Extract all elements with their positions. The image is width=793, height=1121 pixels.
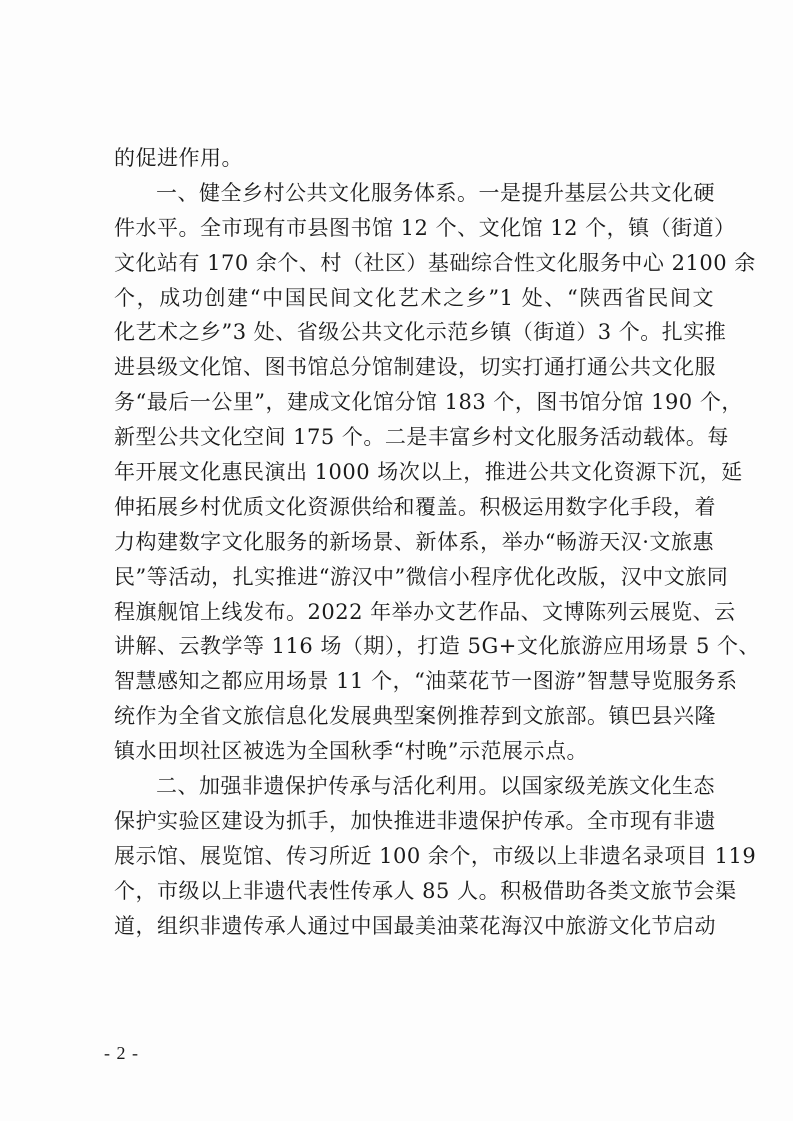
section-heading-line [114, 176, 714, 211]
text-line [114, 420, 729, 455]
line-text: 道，组织非遗传承人通过中国最美油菜花海汉中旅游文化节启动 [114, 913, 716, 938]
text-line [114, 909, 714, 944]
text-line [114, 629, 761, 664]
line-text: 务“最后一公里”，建成文化馆分馆 183 个，图书馆分馆 190 个， [114, 390, 743, 415]
section-heading-line [114, 769, 714, 804]
text-line [114, 734, 714, 769]
text-line [114, 385, 743, 420]
line-text: 年开展文化惠民演出 1000 场次以上，推进公共文化资源下沉，延 [114, 460, 743, 485]
line-text: 民”等活动，扎实推进“游汉中”微信小程序优化改版，汉中文旅同 [114, 564, 729, 589]
text-line [114, 804, 714, 839]
line-text: 一是提升基层公共文化硬 [478, 180, 715, 205]
text-line [114, 246, 756, 281]
text-line [114, 281, 714, 316]
line-text: 讲解、云教学等 116 场（期），打造 5G+文化旅游应用场景 5 个、 [114, 634, 761, 659]
line-text: 伸拓展乡村优质文化资源供给和覆盖。积极运用数字化手段，着 [114, 494, 716, 519]
line-text: 的促进作用。 [114, 146, 243, 170]
line-text: 进县级文化馆、图书馆总分馆制建设，切实打通打通公共文化服 [114, 355, 716, 380]
body-text [114, 141, 761, 943]
section-heading: 一、健全乡村公共文化服务体系。 [156, 180, 479, 205]
line-text: 智慧感知之都应用场景 11 个，“油菜花节一图游”智慧导览服务系 [114, 669, 738, 694]
section-heading: 二、加强非遗保护传承与活化利用。 [156, 774, 500, 799]
line-text: 个，成功创建“中国民间文化艺术之乡”1 处、“陕西省民间文 [114, 285, 714, 310]
line-text: 文化站有 170 余个、村（社区）基础综合性文化服务中心 2100 余 [114, 250, 756, 275]
text-line [114, 141, 714, 176]
line-text: 镇水田坝社区被选为全国秋季“村晚”示范展示点。 [114, 739, 588, 764]
text-line [114, 664, 738, 699]
page-number: - 2 - [104, 1043, 139, 1063]
line-text: 化艺术之乡”3 处、省级公共文化示范乡镇（街道）3 个。扎实推 [114, 320, 727, 345]
text-line [114, 525, 714, 560]
line-text: 个，市级以上非遗代表性传承人 85 人。积极借助各类文旅节会渠 [114, 878, 737, 903]
text-line [114, 839, 757, 874]
text-line [114, 595, 736, 630]
text-line [114, 874, 737, 909]
line-text: 程旗舰馆上线发布。2022 年举办文艺作品、文博陈列云展览、云 [114, 599, 736, 624]
text-line [114, 211, 736, 246]
text-line [114, 315, 727, 350]
text-line [114, 455, 743, 490]
line-text: 保护实验区建设为抓手，加快推进非遗保护传承。全市现有非遗 [114, 808, 716, 833]
line-text: 展示馆、展览馆、传习所近 100 余个，市级以上非遗名录项目 119 [114, 843, 757, 868]
text-line [114, 699, 714, 734]
line-text: 件水平。全市现有市县图书馆 12 个、文化馆 12 个，镇（街道） [114, 215, 736, 240]
line-text: 新型公共文化空间 175 个。二是丰富乡村文化服务活动载体。每 [114, 425, 729, 450]
line-text: 统作为全省文旅信息化发展典型案例推荐到文旅部。镇巴县兴隆 [114, 704, 716, 729]
text-line [114, 560, 729, 595]
line-text: 力构建数字文化服务的新场景、新体系，举办“畅游天汉·文旅惠 [114, 529, 714, 554]
line-text: 以国家级羌族文化生态 [500, 774, 715, 799]
text-line [114, 350, 714, 385]
text-line [114, 490, 714, 525]
